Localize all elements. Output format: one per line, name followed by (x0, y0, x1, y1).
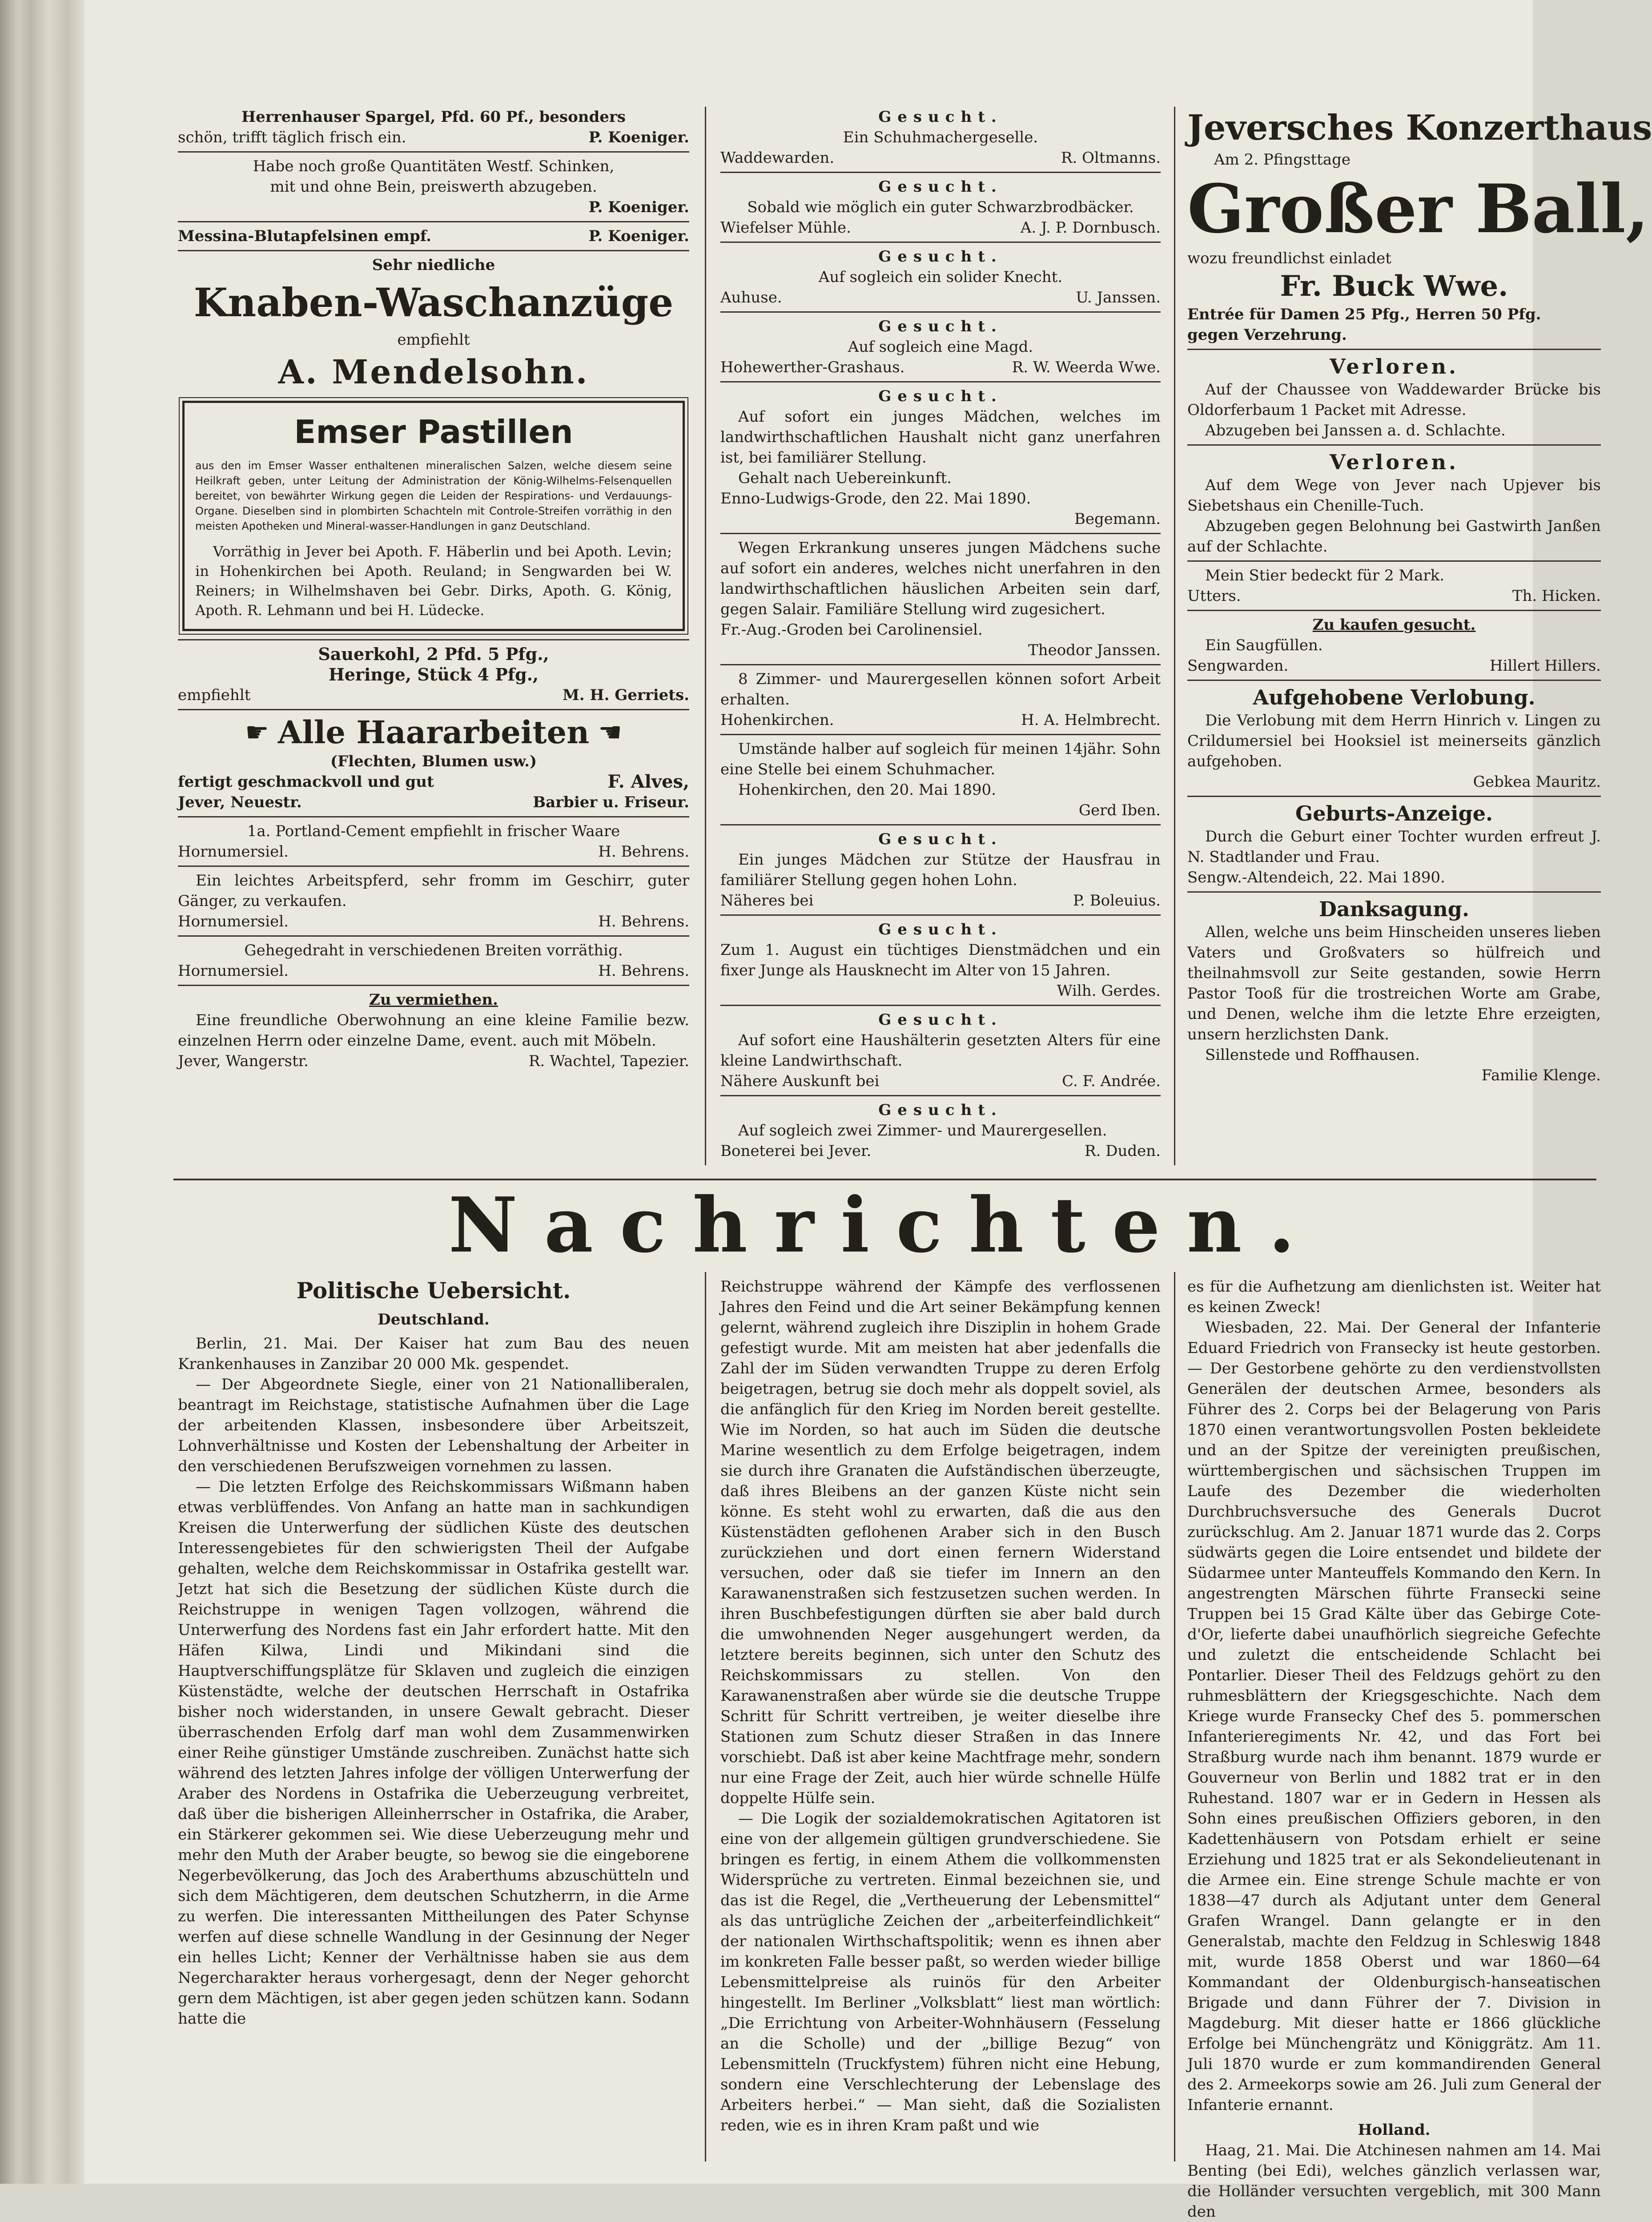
ad-text: Ein leichtes Arbeitspferd, sehr fromm im Geschirr, guter Gänger, zu verkaufen. (178, 872, 689, 910)
ad-konzerthaus (1187, 107, 1652, 345)
divider (178, 816, 689, 817)
ad-title: Verloren. (1329, 354, 1459, 378)
ad-text: Auf der Chaussee von Waddewarder Brücke bis Oldorferbaum 1 Packet mit Adresse. (1187, 381, 1601, 419)
ad-spargel (178, 107, 689, 148)
ad-verloren-1 (1187, 354, 1601, 441)
ad-signature: R. W. Weerda Wwe. (1012, 358, 1161, 376)
ad-text: Auhuse. (720, 289, 782, 306)
ad-gesucht-11 (720, 1010, 1161, 1091)
ad-text: aus den im Emser Wasser enthaltenen mineralischen Salzen, welche diesem seine Heilkraft geben, unter Leitung der Administration der König-Wilhelms-Felsenquellen bereitet, von bewährter Wirkung gegen die Leiden der Respirations- und Verdauungs-Organe. Dieselben sind in plombirten Schachteln mit Controle-Streifen vorräthig in den meisten Apotheken und Mineral-wasser-Handlungen in ganz Deutschland. (195, 459, 672, 532)
ad-signature: P. Koeniger. (588, 227, 689, 245)
ad-text: Barbier u. Friseur. (533, 793, 689, 811)
article-paragraph: — Die letzten Erfolge des Reichskommissars Wißmann haben etwas verblüffendes. Von Anfang an hatte man in sachkundigen Kreisen die Unterwerfung der südlichen Küste des deutschen Interessengebietes für den schwierigsten Theil der Aufgabe gehalten, welche dem Reichskommissar in Ostafrika gestellt war. Jetzt hat sich die Besetzung der südlichen Küste durch die Reichstruppe in wenigen Tagen vollzogen, während die Unterwerfung des Nordens fast ein Jahr erfordert hatte. Mit den Häfen Kilwa, Lindi und Mikindani sind die Hauptverschiffungsplätze für Sklaven und zugleich die einzigen Küstenstädte, welche der deutschen Herrschaft in Ostafrika bisher noch widerstanden, in unsere Gewalt gebracht. Dieser überraschenden Erfolg darf man wohl dem Zusammenwirken einer Reihe günstiger Umstände zuschreiben. Zunächst hatte sich während des letzten Jahres infolge der völligen Unterwerfung der Araber des Nordens in Ostafrika die Ueberzeugung verbreitet, daß über die bisherigen Alleinherrscher in Ostafrika, die Araber, ein Stärkerer gekommen sei. Wie diese Ueberzeugung mehr und mehr den Muth der Araber beugte, so bewog sie die eingeborene Negerbevölkerung, das Joch des Araberthums abzuschütteln und sich dem Mächtigeren, dem deutschen Schutzherrn, in die Arme zu werfen. Die interessanten Mittheilungen des Pater Schynse werfen auf diese schnelle Wandlung in der Gesinnung der Neger ein helles Licht; Kenner der Verhältnisse haben sie aus dem Negercharakter heraus vorhergesagt, denn der Neger gehorcht gern dem Mächtigen, ist aber gegen jeden schützen kann. Sodann hatte die (178, 1478, 689, 2028)
ad-title: Gesucht. (878, 1101, 1003, 1119)
ad-title: Danksagung. (1319, 897, 1469, 921)
ad-row (720, 357, 1161, 378)
ad-text: Auf sofort eine Haushälterin gesetzten Alters für eine kleine Landwirthschaft. (720, 1031, 1161, 1070)
ad-text: 8 Zimmer- und Maurergesellen können sofort Arbeit erhalten. (720, 670, 1161, 708)
divider (1187, 891, 1601, 893)
divider (720, 914, 1161, 916)
divider (1187, 680, 1601, 681)
ad-text: Sengw.-Altendeich, 22. Mai 1890. (1187, 869, 1445, 886)
article-paragraph: — Die Logik der sozialdemokratischen Agitatoren ist eine von der allgemein gültigen grundverschiedene. Sie bringen es fertig, in einem Athem die vollkommensten Widersprüche zu vertreten. Einmal bezeichnen sie, und das ist die Regel, die „Vertheuerung der Lebensmittel“ als das untrügliche Zeichen der „arbeiterfeindlichkeit“ der nationalen Wirthschaftspolitik; wenn es ihnen aber im konkreten Falle besser paßt, so werden wieder billige Lebensmittelpreise als ruinös für den Arbeiter hingestellt. Im Berliner „Volksblatt“ liest man wörtlich: „Die Errichtung von Arbeiter-Wohnhäusern (Fesselung an die Scholle) und der „billige Bezug“ von Lebensmitteln (Truckfystem) führen nicht eine Hebung, sondern eine Verschlechterung der Lebenslage des Arbeiters herbei.“ — Man sieht, daß die Sozialisten reden, wie es in ihren Kram paßt und wie (720, 1810, 1161, 2134)
country-heading: Deutschland. (378, 1311, 490, 1328)
ad-cement (178, 821, 689, 862)
ad-gesucht-4 (720, 316, 1161, 378)
ad-text: Herrenhauser Spargel, Pfd. 60 Pf., besonders (241, 108, 626, 126)
divider (720, 381, 1161, 382)
divider (720, 242, 1161, 243)
ad-gesucht-12 (720, 1100, 1161, 1161)
ad-text: (Flechten, Blumen usw.) (330, 753, 537, 770)
ad-signature: Fr. Buck Wwe. (1280, 270, 1508, 303)
ad-gesucht-1 (720, 107, 1161, 168)
ad-signature: R. Wachtel, Tapezier. (528, 1052, 689, 1070)
article-paragraph: es für die Aufhetzung am dienlichsten ist. Weiter hat es keinen Zweck! (1187, 1278, 1601, 1316)
ad-title: Gesucht. (878, 318, 1003, 335)
ad-text: fertigt geschmackvoll und gut (178, 773, 434, 791)
ad-signature: A. Mendelsohn. (278, 353, 589, 391)
ad-signature: F. Alves, (607, 771, 689, 792)
ad-signature: R. Oltmanns. (1061, 149, 1161, 167)
article-paragraph: Haag, 21. Mai. Die Atchinesen nahmen am 14. Mai Benting (bei Edi), welches gänzlich verlassen war, die Holländer versuchten vergeblich, mit 300 Mann den (1187, 2141, 1601, 2221)
ad-signature: Wilh. Gerdes. (1057, 982, 1161, 1000)
country-heading: Holland. (1358, 2121, 1431, 2139)
ad-text: Wegen Erkrankung unseres jungen Mädchens suche auf sofort ein anderes, welches nicht unerfahren in den landwirthschaftlichen häuslichen Arbeiten sein darf, gegen Salair. Familiäre Stellung wird zugesichert. (720, 539, 1161, 618)
divider (178, 865, 689, 867)
divider (178, 935, 689, 937)
divider (178, 639, 689, 640)
pointing-hand-right-icon: ☛ (245, 717, 269, 748)
ad-title: Gesucht. (878, 830, 1003, 848)
ad-headline: Großer Ball, (1187, 170, 1649, 248)
ad-row (178, 127, 689, 148)
ad-row (720, 217, 1161, 238)
ad-text: Habe noch große Quantitäten Westf. Schinken, (253, 157, 615, 175)
column-rule (1174, 1272, 1175, 2162)
ad-text: Sobald wie möglich ein guter Schwarzbrodbäcker. (747, 198, 1134, 216)
ad-text: Abzugeben gegen Belohnung bei Gastwirth Janßen auf der Schlachte. (1187, 517, 1601, 556)
ad-kaufen (1187, 615, 1601, 676)
article-paragraph: — Der Abgeordnete Siegle, einer von 21 Nationalliberalen, beantragt im Reichstage, statistische Aufnahmen über die Lage der arbeitenden Klassen, insbesondere über Arbeitszeit, Lohnverhältnisse und Kosten der Lebenshaltung der Arbeiter in den verschiedenen Berufszweigen vornehmen zu lassen. (178, 1376, 689, 1475)
ad-knaben (178, 255, 689, 393)
ad-messina (178, 226, 689, 246)
ad-text: Die Verlobung mit dem Herrn Hinrich v. Lingen zu Crildumersiel bei Hooksiel ist meinerseits gänzlich aufgehoben. (1187, 712, 1601, 770)
ad-text: Hohewerther-Grashaus. (720, 358, 905, 376)
ad-text: Boneterei bei Jever. (720, 1142, 872, 1160)
ad-text: Sehr niedliche (372, 256, 495, 274)
ad-text: Auf sogleich eine Magd. (848, 338, 1033, 356)
ad-title: Gesucht. (878, 1011, 1003, 1029)
divider (178, 151, 689, 153)
section-title: Politische Uebersicht. (296, 1277, 571, 1304)
ad-title: Gesucht. (878, 178, 1003, 196)
ad-text: Waddewarden. (720, 149, 835, 167)
ad-signature: Gebkea Mauritz. (1473, 773, 1601, 791)
ads-right-column (1187, 107, 1652, 1174)
ad-text: Entrée für Damen 25 Pfg., Herren 50 Pfg. (1187, 306, 1541, 323)
ad-row (1187, 586, 1601, 606)
ad-title: Gesucht. (878, 921, 1003, 938)
ad-text: Ein Schuhmachergeselle. (843, 129, 1038, 146)
ad-row (178, 841, 689, 862)
article-paragraph: Wiesbaden, 22. Mai. Der General der Infanterie Eduard Friedrich von Fransecky ist heute gestorben. — Der Gestorbene gehörte zu den verdienstvollsten Generälen der deutschen Armee, besonders als Führer des 2. Corps bei der Belagerung von Paris 1870 einen verantwortungsvollen Posten bekleidete und an der Spitze der vereinigten preußischen, württembergischen und sächsischen Truppen im Laufe des Dezember die wiederholten Durchbruchsversuche des Generals Ducrot zurückschlug. Am 2. Januar 1871 wurde das 2. Corps südwärts gegen die Loire entsendet und bildete der Südarmee unter Manteuffels Kommando den Kern. In angestrengten Märschen führte Fransecki seine Truppen bei 15 Grad Kälte über das Gebirge Cote-d'Or, lieferte dabei unaufhörlich siegreiche Gefechte und zuletzt die entscheidende Schlacht bei Pontarlier. Dieser Theil des Feldzugs gehört zu den ruhmesblättern der Kriegsgeschichte. Nach dem Kriege wurde Fransecky Chef des 5. pommerschen Infanterieregiments Nr. 42, und das Fort bei Straßburg wurde nach ihm benannt. 1879 wurde er Gouverneur von Berlin und 1882 trat er in den Ruhestand. 1807 war er in Gedern in Hessen als Sohn eines preußischen Offiziers geboren, in den Kadettenhäusern von Potsdam erhielt er seine Erziehung und 1825 trat er als Sekondelieutenant in die Armee ein. Eine strenge Schule machte er von 1838—47 durch als Adjutant unter dem General Grafen Wrangel. Dann gelangte er in den Generalstab, machte den Feldzug in Schleswig 1848 mit, wurde 1858 Oberst und war 1860—64 Kommandant der Oldenburgisch-hanseatischen Brigade und dann Führer der 7. Division in Magdeburg. Mit dieser hatte er 1866 glückliche Erfolge bei Münchengrätz und Königgrätz. Am 11. Juli 1870 wurde er zum kommandirenden General des 2. Armeekorps sowie am 26. Juli zum General der Infanterie ernannt. (1187, 1319, 1601, 2114)
ads-mid-column (720, 107, 1161, 1174)
divider (1187, 349, 1601, 350)
ad-row (178, 792, 689, 813)
masthead-wrap (173, 1181, 1596, 1270)
ad-title: Zu kaufen gesucht. (1312, 616, 1476, 634)
ad-text: empfiehlt (397, 331, 470, 349)
ad-text: Hohenkirchen, den 20. Mai 1890. (738, 781, 996, 799)
divider (720, 824, 1161, 825)
ad-row (720, 148, 1161, 168)
news-col-1 (178, 1276, 689, 2175)
ad-text: Hornumersiel. (178, 962, 289, 980)
ad-text: Ein Saugfüllen. (1205, 636, 1323, 654)
ad-text: Hornumersiel. (178, 843, 289, 861)
ad-text: Gehegedraht in verschiedenen Breiten vorräthig. (244, 942, 623, 959)
ad-schinken (178, 156, 689, 217)
ad-text: Sauerkohl, 2 Pfd. 5 Pfg., (318, 644, 549, 664)
column-rule (1174, 107, 1175, 1165)
ad-text: gegen Verzehrung. (1187, 326, 1347, 344)
ad-text: Zum 1. August ein tüchtiges Dienstmädchen und ein fixer Junge als Hausknecht im Alter von 15 Jahren. (720, 941, 1161, 979)
divider (178, 985, 689, 986)
ad-text: Jever, Wangerstr. (178, 1052, 309, 1070)
ad-gesucht-10 (720, 919, 1161, 1001)
divider (720, 311, 1161, 313)
ad-text: Auf sogleich ein solider Knecht. (818, 268, 1063, 286)
article-paragraph: Reichstruppe während der Kämpfe des verflossenen Jahres den Feind und die Art seiner Bekämpfung kennen gelernt, während zugleich ihre Disziplin in hohem Grade gefestigt wurde. Mit am meisten hat aber jedenfalls die Zahl der im Süden verwandten Truppe zu deren Erfolg beigetragen, betrug sie doch mehr als doppelt soviel, als die anfänglich für den Krieg im Norden bereit gestellte. Wie im Norden, so hat auch im Süden die deutsche Marine wesentlich zu dem Erfolge beigetragen, indem sie durch ihre Granaten die Aufständischen überzeugte, daß ihres Bleibens an der ganzen Küste nicht sein könne. Es steht wohl zu erwarten, daß die aus den Küstenstädten geflohenen Araber sich in den Busch zurückziehen und dort einen fernern Widerstand versuchen, oder daß sie tiefer im Innern an den Karawanenstraßen sich festzusetzen suchen werden. In ihren Buschbefestigungen dürften sie aber bald durch die umwohnenden Neger ausgehungert werden, da letztere bereits beginnen, sich unter den Schutz des Reichskommissars zu stellen. Von den Karawanenstraßen aber würde sie die deutsche Truppe Schritt für Schritt vertreiben, je weiter dieselbe ihre Stationen zum Schutz dieser Straßen in das Innere vorschiebt. Daß ist aber keine Machtfrage mehr, sondern nur eine Frage der Zeit, auch hier würde schnelle Hülfe doppelte Hülfe sein. (720, 1278, 1161, 1807)
ad-signature: Hillert Hillers. (1489, 657, 1601, 675)
ad-row (178, 772, 689, 792)
ad-title: Emser Pastillen (294, 413, 573, 451)
ad-row (720, 710, 1161, 730)
ad-text: Umstände halber auf sogleich für meinen 14jähr. Sohn eine Stelle bei einem Schuhmacher. (720, 740, 1161, 778)
ad-signature: H. Behrens. (598, 962, 689, 980)
ad-row (178, 911, 689, 932)
ad-signature: C. F. Andrée. (1062, 1072, 1161, 1090)
ad-stier (1187, 565, 1601, 606)
ad-signature: M. H. Gerriets. (563, 686, 689, 704)
ad-signature: Th. Hicken. (1512, 587, 1601, 605)
book-binding (0, 0, 84, 2184)
ad-gesucht-3 (720, 246, 1161, 308)
ad-title: Jeversches Konzerthaus (1187, 108, 1652, 148)
ad-sauerkohl (178, 644, 689, 705)
divider (1187, 610, 1601, 611)
ad-text: wozu freundlichst einladet (1187, 250, 1391, 267)
ad-text: empfiehlt (178, 686, 251, 704)
ad-geburt (1187, 801, 1601, 888)
ad-text: Auf dem Wege von Jever nach Upjever bis Siebetshaus ein Chenille-Tuch. (1187, 476, 1601, 515)
ad-text: Auf sofort ein junges Mädchen, welches im landwirthschaftlichen Haushalt nicht ganz unerfahren ist, bei familiärer Stellung. (720, 408, 1161, 467)
divider (720, 734, 1161, 735)
ad-vermiethen (178, 990, 689, 1071)
ad-text: Hohenkirchen. (720, 711, 834, 729)
ad-text: Messina-Blutapfelsinen empf. (178, 227, 431, 245)
ad-gesucht-7 (720, 669, 1161, 730)
ad-row (720, 1141, 1161, 1161)
ad-text: Jever, Neuestr. (178, 793, 302, 811)
ad-title: Knaben-Waschanzüge (193, 279, 674, 326)
ad-text: Allen, welche uns beim Hinscheiden unseres lieben Vaters und Großvaters so hülfreich und theilnahmsvoll zur Seite gestanden, sowie Herrn Pastor Tooß für die trostreichen Worte am Grabe, und Denen, welche ihm die letzte Ehre erzeigten, unsern herzlichsten Dank. (1187, 923, 1601, 1043)
ad-text: Vorräthig in Jever bei Apoth. F. Häberlin und bei Apoth. Levin; in Hohenkirchen bei Apoth. Reuland; in Sengwarden bei W. Reiners; in Wilhelmshaven bei Gebr. Dirks, Apoth. G. König, Apoth. R. Lehmann und bei H. Lüdecke. (195, 543, 672, 619)
news-col-2 (720, 1276, 1161, 2175)
ad-title: Verloren. (1329, 450, 1459, 474)
ad-row (178, 1051, 689, 1071)
ad-row (178, 961, 689, 981)
ad-text: Am 2. Pfingsttage (1214, 151, 1351, 169)
ad-verlobung (1187, 684, 1601, 792)
ad-draht (178, 940, 689, 981)
ad-signature: Familie Klenge. (1481, 1067, 1601, 1084)
divider (178, 709, 689, 710)
divider (720, 664, 1161, 665)
ad-signature: H. A. Helmbrecht. (1021, 711, 1161, 729)
ad-pferd (178, 870, 689, 932)
ad-text: Sengwarden. (1187, 657, 1289, 675)
ad-text: Wiefelser Mühle. (720, 219, 851, 237)
ad-text: Nähere Auskunft bei (720, 1072, 880, 1090)
ad-text: Auf sogleich zwei Zimmer- und Maurergesellen. (738, 1122, 1107, 1139)
ad-text: Fr.-Aug.-Groden bei Carolinensiel. (720, 621, 983, 639)
ad-title: Geburts-Anzeige. (1295, 801, 1493, 825)
divider (178, 250, 689, 251)
divider (1187, 444, 1601, 446)
divider (1187, 560, 1601, 562)
ad-text: Ein junges Mädchen zur Stütze der Hausfrau in familiärer Stellung gegen hohen Lohn. (720, 851, 1161, 889)
ad-text: Mein Stier bedeckt für 2 Mark. (1205, 567, 1445, 584)
ad-text: Enno-Ludwigs-Grode, den 22. Mai 1890. (720, 490, 1031, 507)
ad-haar (178, 714, 689, 813)
ad-text: Sillenstede und Roffhausen. (1205, 1046, 1420, 1064)
ads-left-column (178, 107, 689, 1174)
news-col-3 (1187, 1276, 1601, 2221)
ad-row (178, 685, 689, 705)
ad-verloren-2 (1187, 449, 1601, 557)
ad-signature: P. Boleuius. (1073, 892, 1161, 910)
ad-text: Durch die Geburt einer Tochter wurden erfreut J. N. Stadtlander und Frau. (1187, 828, 1601, 866)
ad-text: Abzugeben bei Janssen a. d. Schlachte. (1205, 422, 1506, 439)
masthead: Nachrichten. (448, 1181, 1322, 1270)
ad-signature: R. Duden. (1085, 1142, 1161, 1160)
ad-title: Alle Haararbeiten (277, 714, 590, 751)
ad-danksagung (1187, 896, 1601, 1086)
ad-emser-box (182, 401, 685, 631)
ad-title: Gesucht. (878, 108, 1003, 126)
ad-row (1187, 656, 1601, 676)
ad-signature: P. Koeniger. (588, 129, 689, 146)
ad-signature: H. Behrens. (598, 913, 689, 930)
ad-title: Zu vermiethen. (369, 991, 498, 1009)
ad-signature: H. Behrens. (598, 843, 689, 861)
ad-text: Näheres bei (720, 892, 814, 910)
column-rule (705, 1272, 706, 2162)
column-rule (705, 107, 706, 1165)
ad-text: Hornumersiel. (178, 913, 289, 930)
ad-signature: U. Janssen. (1076, 289, 1161, 306)
ad-text: Utters. (1187, 587, 1241, 605)
ad-title: Gesucht. (878, 248, 1003, 266)
pointing-hand-left-icon: ☚ (598, 717, 622, 748)
ad-text: Heringe, Stück 4 Pfg., (328, 664, 539, 684)
divider (720, 533, 1161, 534)
ad-row (720, 1071, 1161, 1091)
divider (720, 172, 1161, 173)
ad-text: Eine freundliche Oberwohnung an eine kleine Familie bezw. einzelnen Herrn oder einzelne Dame, event. auch mit Möbeln. (178, 1011, 689, 1050)
divider (1187, 796, 1601, 797)
ad-gesucht-6 (720, 538, 1161, 660)
ad-signature: A. J. P. Dornbusch. (1020, 219, 1161, 237)
divider (178, 221, 689, 222)
ad-gesucht-8 (720, 739, 1161, 821)
news-rule-top (173, 1179, 1596, 1180)
ad-title: Aufgehobene Verlobung. (1253, 685, 1535, 709)
ad-gesucht-5 (720, 386, 1161, 529)
divider (720, 1095, 1161, 1096)
ad-signature: Begemann. (1074, 510, 1161, 528)
article-paragraph: Berlin, 21. Mai. Der Kaiser hat zum Bau des neuen Krankenhauses in Zanzibar 20 000 Mk. gespendet. (178, 1335, 689, 1373)
ad-signature: Theodor Janssen. (1028, 641, 1161, 659)
ad-row (720, 890, 1161, 911)
ad-text: 1a. Portland-Cement empfiehlt in frischer Waare (247, 822, 620, 840)
divider (720, 1005, 1161, 1006)
ad-title: Gesucht. (878, 387, 1003, 405)
ad-signature: P. Koeniger. (588, 198, 689, 216)
ad-gesucht-9 (720, 829, 1161, 911)
ad-gesucht-2 (720, 177, 1161, 238)
ad-text: schön, trifft täglich frisch ein. (178, 129, 406, 146)
ad-row (720, 287, 1161, 308)
ad-title-row (178, 714, 689, 751)
ad-text: mit und ohne Bein, preiswerth abzugeben. (270, 178, 597, 196)
ad-signature: Gerd Iben. (1078, 801, 1161, 819)
newspaper-sheet (84, 0, 1652, 2221)
ad-text: Gehalt nach Uebereinkunft. (738, 469, 952, 487)
